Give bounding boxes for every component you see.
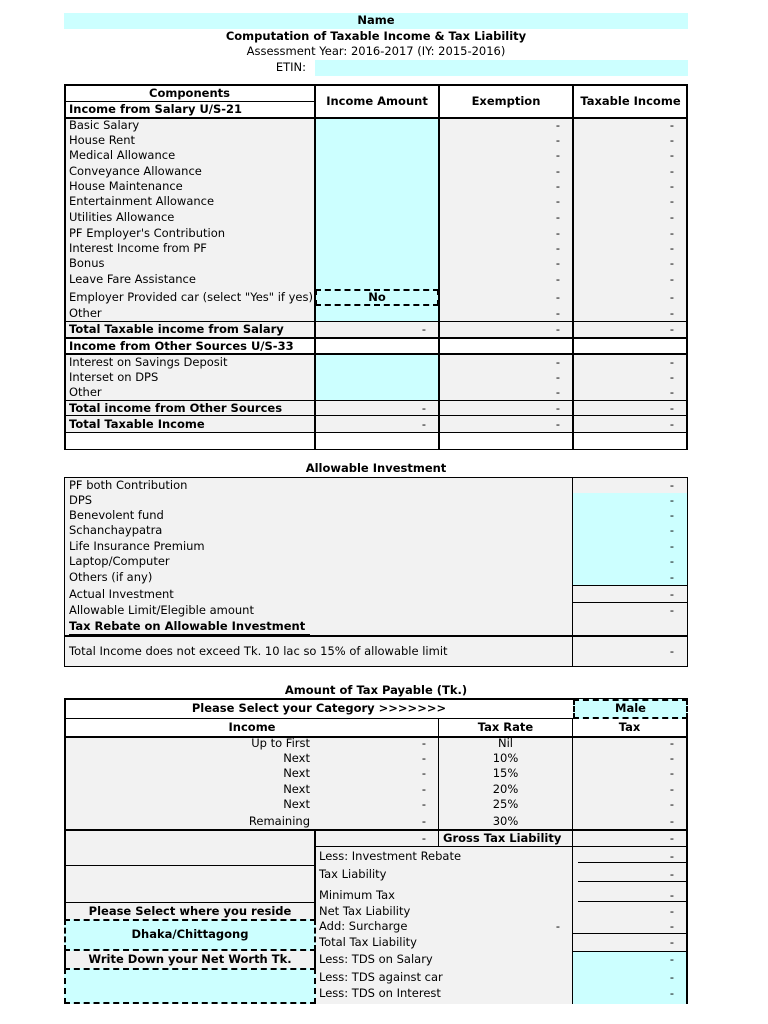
dash-value: - (421, 401, 426, 415)
dash-value: - (669, 401, 674, 415)
slab-rate: 10% (492, 751, 519, 765)
investment-item: DPS (69, 493, 93, 507)
name-label: Name (357, 13, 395, 27)
salary-item: Interest Income from PF (69, 241, 207, 255)
dash-value: - (669, 849, 674, 863)
dash-value: - (555, 355, 560, 369)
col-income-amount: Income Amount (326, 94, 428, 108)
dash-value: - (669, 306, 674, 320)
investment-item: Laptop/Computer (69, 554, 170, 568)
dash-value: - (421, 766, 426, 780)
tax-line: Total Tax Liability (319, 935, 417, 949)
slab-rate: 15% (492, 766, 519, 780)
dash-value: - (421, 782, 426, 796)
dash-value: - (669, 587, 674, 601)
slab-rate: 20% (492, 782, 519, 796)
slab-label: Up to First (251, 736, 310, 750)
dash-value: - (555, 385, 560, 399)
dash-value: - (555, 194, 560, 208)
tax-line: Less: TDS on Interest (319, 986, 441, 1000)
dash-value: - (669, 603, 674, 617)
dash-value: - (669, 986, 674, 1000)
dash-value: - (669, 355, 674, 369)
other-source-item: Interest on Savings Deposit (69, 355, 228, 369)
dash-value: - (669, 539, 674, 553)
dash-value: - (421, 736, 426, 750)
dash-value: - (669, 290, 674, 304)
dash-value: - (669, 904, 674, 918)
dash-value: - (669, 919, 674, 933)
dash-value: - (669, 952, 674, 966)
dash-value: - (669, 797, 674, 811)
dash-value: - (669, 644, 674, 658)
dash-value: - (421, 831, 426, 845)
dash-value: - (421, 797, 426, 811)
dash-value: - (669, 164, 674, 178)
slab-rate: 30% (492, 814, 519, 828)
dash-value: - (669, 831, 674, 845)
investment-item: Benevolent fund (69, 508, 164, 522)
salary-item: Medical Allowance (69, 148, 176, 162)
total-other-label: Total income from Other Sources (69, 401, 283, 415)
dash-value: - (555, 919, 560, 933)
select-category-label: Please Select your Category >>>>>>> (191, 701, 447, 715)
total-salary-label: Total Taxable income from Salary (69, 322, 284, 336)
salary-item: Employer Provided car (select "Yes" if yes) (69, 290, 313, 304)
dash-value: - (421, 322, 426, 336)
reside-label: Please Select where you reside (88, 904, 292, 918)
dash-value: - (555, 322, 560, 336)
dash-value: - (669, 493, 674, 507)
dash-value: - (669, 370, 674, 384)
col-income: Income (228, 720, 276, 734)
other-source-item: Other (69, 385, 102, 399)
slab-label: Next (283, 751, 310, 765)
dash-value: - (669, 226, 674, 240)
slab-label: Remaining (248, 814, 310, 828)
gross-tax-label: Gross Tax Liability (443, 831, 562, 845)
other-sources-heading: Income from Other Sources U/S-33 (69, 339, 294, 353)
col-exemption: Exemption (471, 94, 541, 108)
dash-value: - (669, 148, 674, 162)
dash-value: - (669, 478, 674, 492)
dash-value: - (669, 385, 674, 399)
car-select-value: No (368, 290, 386, 304)
salary-item: Other (69, 306, 102, 320)
salary-item: Conveyance Allowance (69, 164, 202, 178)
dash-value: - (555, 226, 560, 240)
tax-line: Add: Surcharge (319, 919, 408, 933)
dash-value: - (669, 814, 674, 828)
net-worth-label: Write Down your Net Worth Tk. (88, 952, 292, 966)
tax-payable-title: Amount of Tax Payable (Tk.) (284, 683, 468, 697)
dash-value: - (421, 814, 426, 828)
dash-value: - (555, 306, 560, 320)
dash-value: - (421, 751, 426, 765)
dash-value: - (555, 241, 560, 255)
reside-value: Dhaka/Chittagong (131, 927, 249, 941)
salary-item: Utilities Allowance (69, 210, 175, 224)
tax-line: Less: TDS against car (319, 970, 443, 984)
dash-value: - (669, 118, 674, 132)
slab-rate: 25% (492, 797, 519, 811)
dash-value: - (555, 118, 560, 132)
dash-value: - (669, 322, 674, 336)
investment-item: Life Insurance Premium (69, 539, 205, 553)
col-taxable-income: Taxable Income (580, 94, 681, 108)
dash-value: - (669, 766, 674, 780)
dash-value: - (555, 290, 560, 304)
dash-value: - (669, 417, 674, 431)
page-title: Computation of Taxable Income & Tax Liability (225, 29, 527, 43)
col-components: Components (149, 86, 230, 100)
actual-investment-label: Actual Investment (69, 587, 174, 601)
salary-item: Basic Salary (69, 118, 140, 132)
dash-value: - (669, 888, 674, 902)
tax-line: Less: Investment Rebate (319, 849, 462, 863)
investment-item: Others (if any) (69, 570, 153, 584)
dash-value: - (555, 164, 560, 178)
salary-amount-inputs[interactable] (315, 117, 439, 289)
dash-value: - (555, 210, 560, 224)
salary-item: Entertainment Allowance (69, 194, 215, 208)
dash-value: - (669, 570, 674, 584)
slab-label: Next (283, 782, 310, 796)
category-value: Male (615, 701, 646, 715)
salary-item: PF Employer's Contribution (69, 226, 226, 240)
dash-value: - (555, 133, 560, 147)
dash-value: - (669, 272, 674, 286)
investment-item: Schanchaypatra (69, 523, 163, 537)
dash-value: - (669, 935, 674, 949)
rebate-note: Total Income does not exceed Tk. 10 lac so 15% of allowable limit (69, 644, 448, 658)
dash-value: - (555, 148, 560, 162)
col-tax: Tax (618, 720, 641, 734)
allowable-limit-label: Allowable Limit/Elegible amount (69, 603, 254, 617)
slab-rate: Nil (498, 736, 513, 750)
dash-value: - (555, 256, 560, 270)
dash-value: - (555, 179, 560, 193)
rebate-heading: Tax Rebate on Allowable Investment (69, 619, 306, 633)
salary-item: House Rent (69, 133, 136, 147)
dash-value: - (669, 523, 674, 537)
dash-value: - (555, 272, 560, 286)
net-worth-input[interactable] (64, 968, 316, 1004)
etin-input[interactable] (315, 60, 688, 76)
tax-line: Net Tax Liability (319, 904, 411, 918)
investment-item: PF both Contribution (69, 478, 188, 492)
dash-value: - (669, 736, 674, 750)
slab-label: Next (283, 766, 310, 780)
dash-value: - (555, 417, 560, 431)
other-sources-amount-inputs[interactable] (315, 354, 439, 400)
dash-value: - (669, 867, 674, 881)
dash-value: - (669, 751, 674, 765)
col-tax-rate: Tax Rate (477, 720, 534, 734)
dash-value: - (555, 401, 560, 415)
salary-item: Bonus (69, 256, 105, 270)
total-taxable-label: Total Taxable Income (69, 417, 205, 431)
investment-title: Allowable Investment (305, 461, 447, 475)
other-income-amount-input[interactable] (315, 305, 439, 321)
dash-value: - (669, 241, 674, 255)
other-source-item: Interset on DPS (69, 370, 159, 384)
slab-label: Next (283, 797, 310, 811)
dash-value: - (421, 417, 426, 431)
salary-item: Leave Fare Assistance (69, 272, 196, 286)
tax-line: Tax Liability (319, 867, 387, 881)
tax-line: Minimum Tax (319, 888, 395, 902)
dash-value: - (669, 210, 674, 224)
assessment-year: Assessment Year: 2016-2017 (IY: 2015-2016) (246, 44, 506, 58)
dash-value: - (669, 554, 674, 568)
dash-value: - (669, 194, 674, 208)
salary-heading: Income from Salary U/S-21 (69, 102, 243, 116)
dash-value: - (555, 370, 560, 384)
dash-value: - (669, 256, 674, 270)
dash-value: - (669, 970, 674, 984)
dash-value: - (669, 179, 674, 193)
dash-value: - (669, 133, 674, 147)
salary-item: House Maintenance (69, 179, 183, 193)
etin-label: ETIN: (275, 60, 306, 74)
tax-line: Less: TDS on Salary (319, 952, 433, 966)
dash-value: - (669, 782, 674, 796)
dash-value: - (669, 508, 674, 522)
